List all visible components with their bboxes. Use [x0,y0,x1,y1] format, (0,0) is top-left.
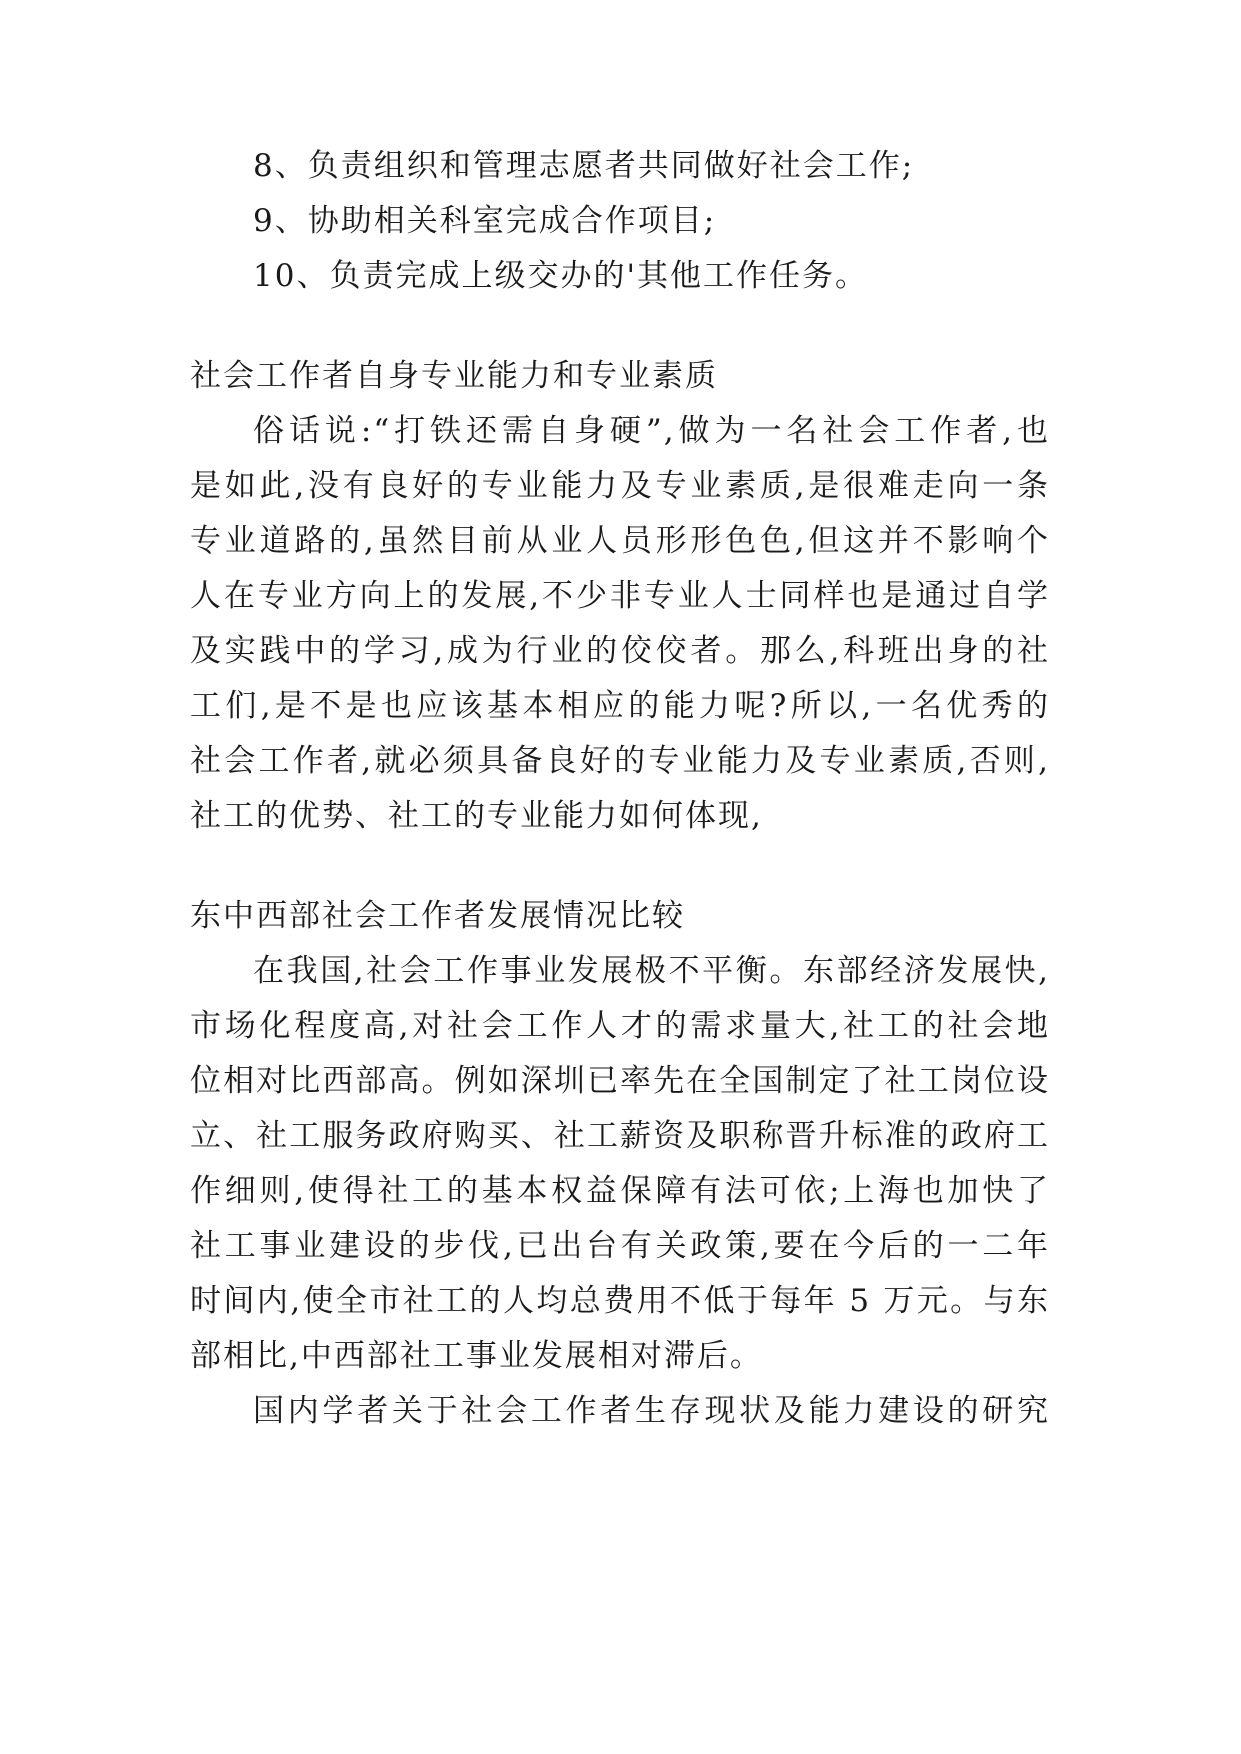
paragraph-line: 工们,是不是也应该基本相应的能力呢?所以,一名优秀的 [190,688,1050,724]
paragraph-line: 作细则,使得社工的基本权益保障有法可依;上海也加快了 [190,1173,1050,1209]
paragraph-line: 俗话说:“打铁还需自身硬”,做为一名社会工作者,也 [253,413,1050,449]
paragraph-line: 国内学者关于社会工作者生存现状及能力建设的研究 [253,1393,1050,1429]
paragraph-line: 及实践中的学习,成为行业的佼佼者。那么,科班出身的社 [190,633,1050,669]
list-item: 9、协助相关科室完成合作项目; [253,203,717,239]
paragraph-line: 部相比,中西部社工事业发展相对滞后。 [190,1338,763,1374]
paragraph-line: 立、社工服务政府购买、社工薪资及职称晋升标准的政府工 [190,1118,1050,1154]
paragraph-line: 位相对比西部高。例如深圳已率先在全国制定了社工岗位设 [190,1063,1050,1099]
section-heading: 东中西部社会工作者发展情况比较 [190,898,685,934]
paragraph-line: 社工的优势、社工的专业能力如何体现, [190,798,763,834]
paragraph-line: 社工事业建设的步伐,已出台有关政策,要在今后的一二年 [190,1228,1050,1264]
list-item: 10、负责完成上级交办的'其他工作任务。 [253,258,868,294]
paragraph-line: 市场化程度高,对社会工作人才的需求量大,社工的社会地 [190,1008,1050,1044]
paragraph-line: 时间内,使全市社工的人均总费用不低于每年 5 万元。与东 [190,1283,1050,1319]
paragraph-line: 社会工作者,就必须具备良好的专业能力及专业素质,否则, [190,743,1050,779]
list-item: 8、负责组织和管理志愿者共同做好社会工作; [253,148,915,184]
section-heading: 社会工作者自身专业能力和专业素质 [190,358,718,394]
paragraph-line: 是如此,没有良好的专业能力及专业素质,是很难走向一条 [190,468,1050,504]
paragraph-line: 在我国,社会工作事业发展极不平衡。东部经济发展快, [253,953,1050,989]
paragraph-line: 专业道路的,虽然目前从业人员形形色色,但这并不影响个 [190,523,1050,559]
paragraph-line: 人在专业方向上的发展,不少非专业人士同样也是通过自学 [190,578,1050,614]
